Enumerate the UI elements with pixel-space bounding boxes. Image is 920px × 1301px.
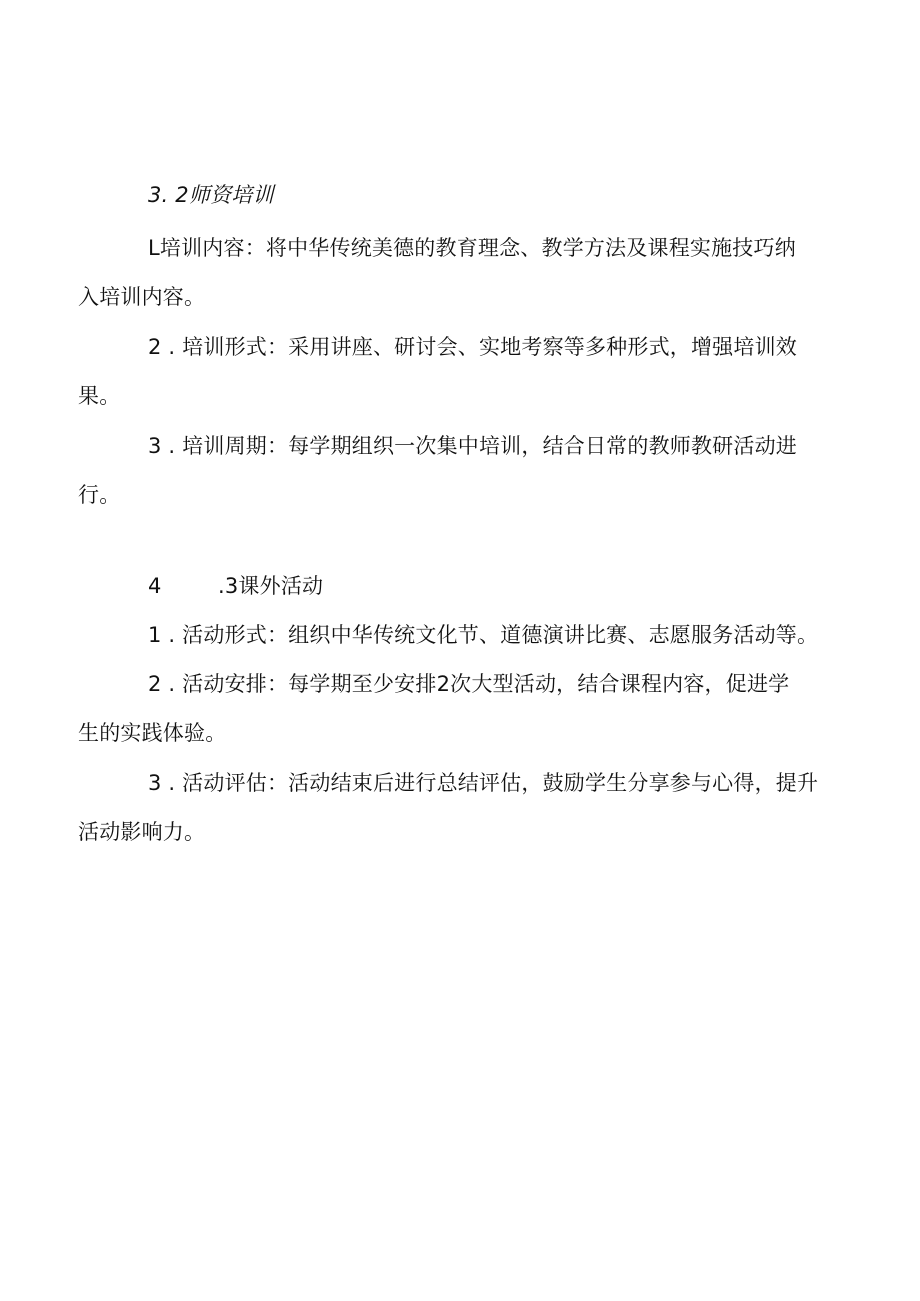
paragraph-training-format-line1: 2 . 培训形式：采用讲座、研讨会、实地考察等多种形式，增强培训效 — [148, 335, 797, 359]
paragraph-activity-evaluation-line2: 活动影响力。 — [78, 820, 206, 844]
paragraph-activity-schedule-line1: 2 . 活动安排：每学期至少安排2次大型活动，结合课程内容，促进学 — [148, 672, 790, 696]
section-heading-extracurricular: .3课外活动 — [218, 574, 324, 598]
paragraph-training-cycle-line2: 行。 — [78, 483, 121, 507]
paragraph-activity-schedule-line2: 生的实践体验。 — [78, 721, 227, 745]
paragraph-training-content-line2: 入培训内容。 — [78, 285, 206, 309]
paragraph-training-content-line1: L培训内容：将中华传统美德的教育理念、教学方法及课程实施技巧纳 — [148, 236, 796, 260]
paragraph-training-cycle-line1: 3 . 培训周期：每学期组织一次集中培训，结合日常的教师教研活动进 — [148, 434, 797, 458]
paragraph-training-format-line2: 果。 — [78, 384, 121, 408]
paragraph-activity-evaluation-line1: 3 . 活动评估：活动结束后进行总结评估，鼓励学生分享参与心得，提升 — [148, 771, 819, 795]
paragraph-activity-form-line1: 1 . 活动形式：组织中华传统文化节、道德演讲比赛、志愿服务活动等。 — [148, 623, 819, 647]
section-heading-number: 4 — [148, 574, 162, 598]
section-heading-teacher-training: 3. 2师资培训 — [148, 183, 274, 207]
